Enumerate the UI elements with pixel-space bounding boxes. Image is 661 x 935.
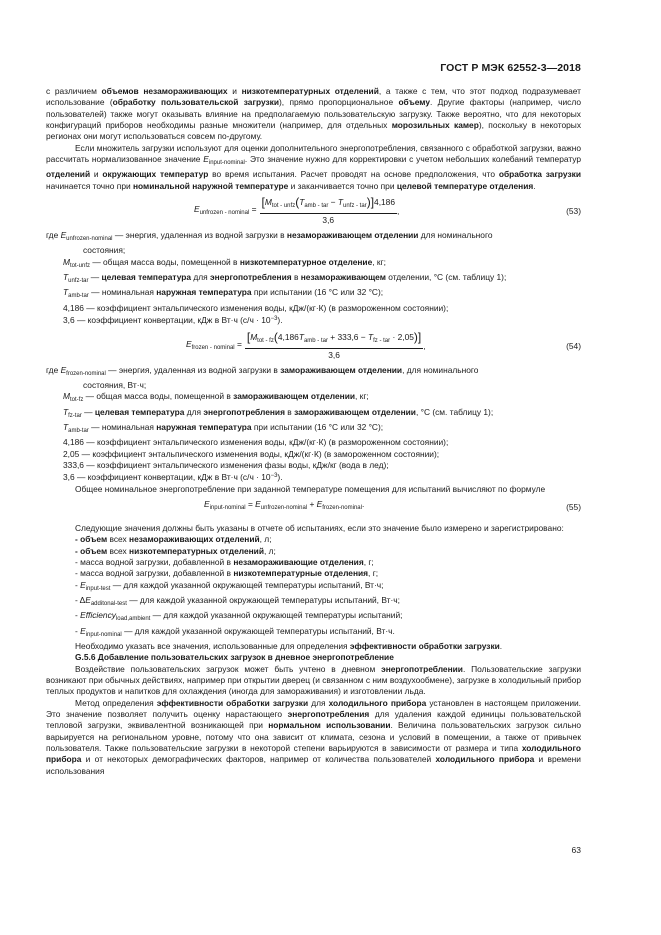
definition-36-2: 3,6 — коэффициент конвертации, кДж в Вт·ч $(с/ч \cdot 10^{-3})$. <box>63 472 283 483</box>
definition-e-frozen-nominal: где $E_{frozen-nominal}$ — энергия, удаленная из водной загрузки в замораживающем отделении, для номинального состояния, Вт·ч; <box>46 364 479 390</box>
paragraph-load-multiplier: Если множитель загрузки используют для оценки дополнительного энергопотребления, связанного с обработкой загрузки, важно рассчитать нормализованное значение $E_{input-nominal}$. Это значение нужно для корректировки с учетом небольших колебаний температур отделений и окружающих температур во время испытания. Расчет проводят на основе предположения, что обработка загрузки начинается точно при номинальной наружной температуре и заканчивается точно при целевой температуре отделения. <box>46 142 582 191</box>
section-heading: G.5.6 Добавление пользовательских загрузок в дневное энергопотребление <box>75 652 394 663</box>
definition-t-fz-tar: $T_{fz-tar}$ — целевая температура для энергопотребления в замораживающем отделении, °C (см. таблицу 1); <box>63 406 494 419</box>
equation-54-number: (54) <box>566 340 581 351</box>
paragraph-volume-dependence: с различием объемов незамораживающих и низкотемпературных отделений, а также с тем, что этот подход подразумевает использование (обработку пользовательской загрузки), прямо пропорциональное объему. Другие факторы (например, число пользователей) также могут оказывать влияние на предполагаемую пользовательскую загрузку. Также вероятно, что для некоторых конфигураций приборов необходимы разные множители (например, для отдельных морозильных камер), поскольку в некоторых регионах они могут использоваться совсем по-другому. <box>46 86 582 142</box>
equation-54 <box>46 329 581 362</box>
definition-m-tot-fz: $M_{tot-fz}$ — общая масса воды, помещенной в замораживающем отделении, кг; <box>63 391 369 404</box>
definition-4186-2: 4,186 — коэффициент энтальпического изменения воды, кДж/(кг·К) (в размороженном состоянии); <box>63 437 449 448</box>
paragraph-total-nominal: Общее номинальное энергопотребление при заданной температуре помещения для испытаний вычисляют по формуле <box>75 483 546 494</box>
list-item: - объем всех незамораживающих отделений, л; <box>75 534 272 545</box>
definition-t-amb-tar-2: $T_{amb-tar}$ — номинальная наружная температура при испытании (16 °C или 32 °C); <box>63 421 384 434</box>
list-item: - масса водной загрузки, добавленной в низкотемпературные отделения, г; <box>75 568 379 579</box>
list-item: - $E_{input-nominal}$ — для каждой указанной окружающей температуры испытаний, Вт·ч. <box>75 625 395 638</box>
paragraph-method: Метод определения эффективности обработки загрузки для холодильного прибора установлен в настоящем приложении. Это значение позволяет получить оценку нарастающего энергопотребления для удаления каждой единицы пользовательской тепловой загрузки, эквивалентной возникающей при нормальном использовании. Величина пользовательских загрузок сильно варьируется на региональном уровне, потому что она зависит от климата, сезона и условий в помещении, а также от привычек пользователя. Также пользовательские загрузки в некоторой степени варьируются в зависимости от размера и типа холодильного прибора и от некоторых демографических факторов, например от количества пользователей холодильного прибора и времени использования <box>46 697 582 776</box>
definition-e-unfrozen-nominal: где $E_{unfrozen-nominal}$ — энергия, удаленная из водной загрузки в незамораживающем отделении для номинального состояния; <box>46 230 493 256</box>
list-item: - масса водной загрузки, добавленной в незамораживающие отделения, г; <box>75 556 374 567</box>
list-item: - $E_{input-test}$ — для каждой указанной окружающей температуры испытаний, Вт·ч; <box>75 579 384 592</box>
equation-54-body: $E_{frozen - nominal}$ = $\frac{[M_{tot - fz}(4,186T_{amb - tar} + 333,6 - T_{fz - tar} \cdot 2,05)]}{3,6}$ , <box>186 329 426 360</box>
page-number: 63 <box>571 845 581 855</box>
equation-55-number: (55) <box>566 501 581 512</box>
equation-53-body: $E_{unfrozen - nominal}$ = $\frac{[M_{tot - unfz}(T_{amb - tar} - T_{unfz - tar})]4,186}{3,6}$ , <box>194 195 400 226</box>
definition-t-amb-tar: $T_{amb-tar}$ — номинальная наружная температура при испытании (16 °C или 32 °C); <box>63 287 384 300</box>
paragraph-user-loads: Воздействие пользовательских загрузок может быть учтено в дневном энергопотреблении. Пользовательские загрузки возникают при обычных действиях, например при открытии дверец (и связанном с ним воздухообмене), загрузке в холодильный прибор теплых продуктов и напитков для охлаждения (иногда для замораживания) и изготовлении льда. <box>46 663 581 697</box>
equation-53 <box>46 197 581 227</box>
definition-3336: 333,6 — коэффициент энтальпического изменения фазы воды, кДж/кг (вода в лед); <box>63 459 389 470</box>
definition-m-tot-unfz: $M_{tot-unfz}$ — общая масса воды, помещенной в низкотемпературное отделение, кг; <box>63 256 386 269</box>
document-id: ГОСТ Р МЭК 62552-3—2018 <box>440 62 581 74</box>
equation-55-body: $E_{input-nominal} = E_{unfrozen-nominal} + E_{frozen-nominal}$. <box>204 498 365 511</box>
paragraph-report-values: Следующие значения должны быть указаны в отчете об испытаниях, если это значение было измерено и зарегистрировано: <box>75 522 564 533</box>
page-content <box>46 86 581 777</box>
equation-55 <box>46 499 581 519</box>
report-list <box>46 534 581 641</box>
paragraph-indicate-all: Необходимо указать все значения, использованные для определения эффективности обработки загрузки. <box>75 641 503 652</box>
definition-4186: 4,186 — коэффициент энтальпического изменения воды, кДж/(кг·К) (в размороженном состоянии); <box>63 302 449 313</box>
list-item: - Efficiency$_{load,ambient}$ — для каждой указанной окружающей температуры испытаний; <box>75 610 403 623</box>
definition-205: 2,05 — коэффициент энтальпического изменения воды, кДж/(кг·К) (в замороженном состоянии); <box>63 448 440 459</box>
list-item: - объем всех низкотемпературных отделений, л; <box>75 545 276 556</box>
definition-t-unfz-tar: $T_{unfz-tar}$ — целевая температура для энергопотребления в незамораживающем отделении, °C (см. таблицу 1); <box>63 272 507 285</box>
list-item: - $\Delta E_{additonal-test}$ — для каждой указанной окружающей температуры испытаний, Вт·ч; <box>75 595 400 607</box>
equation-53-number: (53) <box>566 206 581 217</box>
definition-36: 3,6 — коэффициент конвертации, кДж в Вт·ч $(с/ч \cdot 10^{-3})$. <box>63 315 283 326</box>
